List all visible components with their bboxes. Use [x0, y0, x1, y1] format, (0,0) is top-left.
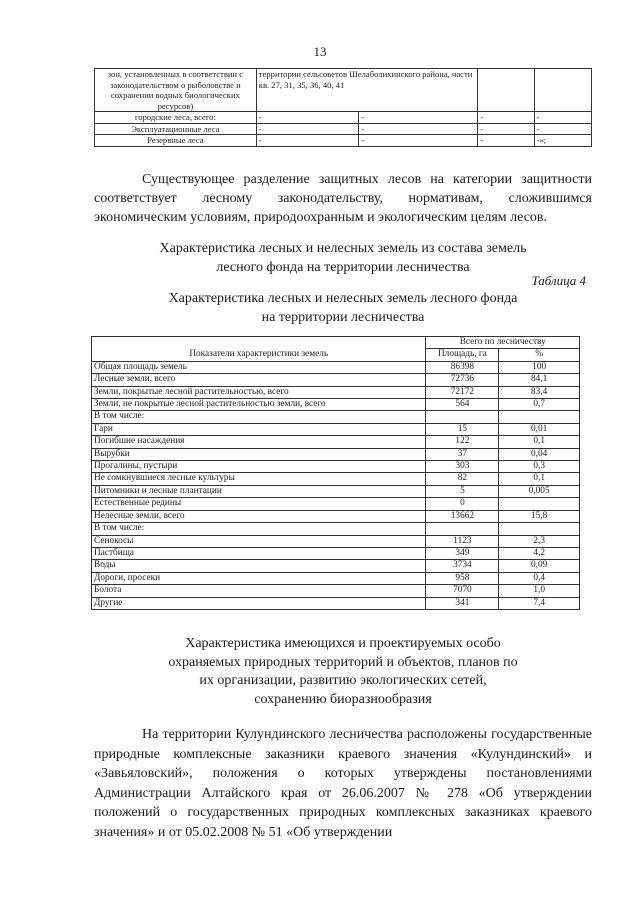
table-cell [478, 69, 534, 112]
table-row [95, 135, 592, 147]
table-row [92, 374, 580, 386]
table-row [92, 436, 580, 448]
table-cell: Резервные леса [95, 135, 257, 147]
header-percent: % [499, 349, 580, 361]
table-cell: - [256, 112, 359, 124]
table-cell: - [478, 112, 534, 124]
row-label: Общая площадь земель [92, 361, 426, 373]
row-area: 122 [426, 436, 499, 448]
land-characteristics-table [91, 336, 580, 610]
table-row [92, 361, 580, 373]
row-label: Гари [92, 423, 426, 435]
row-area: 349 [426, 547, 499, 559]
row-area: 13662 [426, 510, 499, 522]
row-percent: 83,4 [499, 386, 580, 398]
row-percent [499, 523, 580, 535]
row-label: В том числе: [92, 411, 426, 423]
heading-line: лесного фонда на территории лесничества [216, 259, 470, 275]
row-label: Вырубки [92, 448, 426, 460]
heading-line: охраняемых природных территорий и объектов, планов по [168, 654, 518, 670]
table-cell: - [359, 135, 478, 147]
row-label: Не сомкнувшиеся лесные культуры [92, 473, 426, 485]
row-percent: 0,4 [499, 572, 580, 584]
row-label: Земли, покрытые лесной растительностью, всего [92, 386, 426, 398]
table-row [92, 585, 580, 597]
row-percent: 84,1 [499, 374, 580, 386]
row-label: Лесные земли, всего [92, 374, 426, 386]
row-area: 82 [426, 473, 499, 485]
table-row [92, 560, 580, 572]
table-row [95, 123, 592, 135]
row-percent: 0,1 [499, 436, 580, 448]
row-label: Воды [92, 560, 426, 572]
row-label: Болота [92, 585, 426, 597]
row-label: Дороги, просеки [92, 572, 426, 584]
table-row [92, 535, 580, 547]
heading-line: их организации, развитию экологических сетей, [199, 673, 487, 688]
row-label: Другие [92, 597, 426, 609]
table-cell: -»; [534, 135, 591, 147]
row-area: 72736 [426, 374, 499, 386]
row-percent: 0,3 [499, 461, 580, 473]
row-label: Естественные редины [92, 498, 426, 510]
row-area: 3734 [426, 560, 499, 572]
row-area: 1123 [426, 535, 499, 547]
table-row [95, 69, 592, 112]
table-cell [534, 69, 591, 112]
row-percent: 0,01 [499, 423, 580, 435]
table-cell: - [534, 123, 591, 135]
table-cell: - [534, 112, 591, 124]
row-area: 958 [426, 572, 499, 584]
table-cell: зон, установленных в соответствии с законодательством о рыболовстве и сохранении водных биологических ресурсов) [95, 69, 257, 112]
table-number-label: Таблица 4 [531, 273, 586, 288]
table-row [92, 510, 580, 522]
table-cell: - [359, 123, 478, 135]
row-label: Прогалины, пустыри [92, 461, 426, 473]
row-label: Питомники и лесные плантации [92, 485, 426, 497]
heading-line: сохранению биоразнообразия [254, 691, 432, 707]
row-label: Сенокосы [92, 535, 426, 547]
row-area: 303 [426, 461, 499, 473]
table-row [92, 498, 580, 510]
table-cell: территории сельсоветов Шелаболихинского района, части кв. 27, 31, 35, 36, 40, 41 [256, 69, 478, 112]
table-row [92, 523, 580, 535]
header-area: Площадь, га [426, 349, 499, 361]
row-area: 72172 [426, 386, 499, 398]
section-heading [94, 240, 592, 277]
row-percent: 15,8 [499, 510, 580, 522]
row-percent: 2,3 [499, 535, 580, 547]
table-row [92, 448, 580, 460]
row-percent: 7,4 [499, 597, 580, 609]
protective-forests-table [94, 68, 592, 147]
heading-line: Характеристика имеющихся и проектируемых особо [185, 636, 501, 651]
table-row [92, 547, 580, 559]
body-paragraph: На территории Кулундинского лесничества расположены государственные природные комплексные заказники краевого значения «Кулундинский» и «Завьяловский», положения о которых утверждены постановлениями Администрации Алтайского края от 26.06.2007 № 278 «Об утверждении положений о государственных природных комплексных заказниках краевого значения» и от 05.02.2008 № 51 «Об утверждении [94, 727, 592, 840]
section-heading [94, 635, 592, 709]
row-percent: 0,1 [499, 473, 580, 485]
row-percent: 0,04 [499, 448, 580, 460]
row-percent: 100 [499, 361, 580, 373]
table-cell: - [359, 112, 478, 124]
table-row [92, 597, 580, 609]
table-row [92, 399, 580, 411]
row-label: Нелесные земли, всего [92, 510, 426, 522]
table-cell: - [256, 135, 359, 147]
row-area: 86398 [426, 361, 499, 373]
header-group: Всего по лесничеству [426, 337, 580, 349]
table-cell: - [256, 123, 359, 135]
row-label: В том числе: [92, 523, 426, 535]
row-percent [499, 498, 580, 510]
row-area: 341 [426, 597, 499, 609]
row-percent: 0,005 [499, 485, 580, 497]
header-indicator: Показатели характеристики земель [92, 337, 426, 362]
table-cell: Эксплуатационные леса [95, 123, 257, 135]
row-area: 7070 [426, 585, 499, 597]
row-area: 37 [426, 448, 499, 460]
table-cell: городские леса, всего: [95, 112, 257, 124]
table-cell: - [478, 123, 534, 135]
table-row [92, 473, 580, 485]
table-header-row [92, 337, 580, 349]
table-row [92, 461, 580, 473]
row-area: 564 [426, 399, 499, 411]
row-label: Погибшие насаждения [92, 436, 426, 448]
caption-line: на территории лесничества [261, 309, 425, 325]
table-row [92, 572, 580, 584]
row-label: Пастбища [92, 547, 426, 559]
table-caption [94, 290, 592, 327]
row-area: 5 [426, 485, 499, 497]
row-percent: 1,0 [499, 585, 580, 597]
row-area: 15 [426, 423, 499, 435]
row-percent: 0,09 [499, 560, 580, 572]
row-area [426, 523, 499, 535]
body-paragraph: Существующее разделение защитных лесов на категории защитности соответствует лесному законодательству, нормативам, сложившимся экономическим условиям, природоохранным и экологическим целям лесов. [94, 172, 592, 225]
row-percent: 4,2 [499, 547, 580, 559]
row-percent: 0,7 [499, 399, 580, 411]
heading-line: Характеристика лесных и нелесных земель из состава земель [159, 241, 527, 256]
table-cell: - [478, 135, 534, 147]
table-row [92, 386, 580, 398]
row-percent [499, 411, 580, 423]
table-row [92, 423, 580, 435]
row-area: 0 [426, 498, 499, 510]
row-area [426, 411, 499, 423]
table-row [92, 485, 580, 497]
table-row [92, 411, 580, 423]
page-number: 13 [313, 44, 327, 59]
caption-line: Характеристика лесных и нелесных земель лесного фонда [168, 291, 518, 306]
row-label: Земли, не покрытые лесной растительностью земли, всего [92, 399, 426, 411]
table-row [95, 112, 592, 124]
